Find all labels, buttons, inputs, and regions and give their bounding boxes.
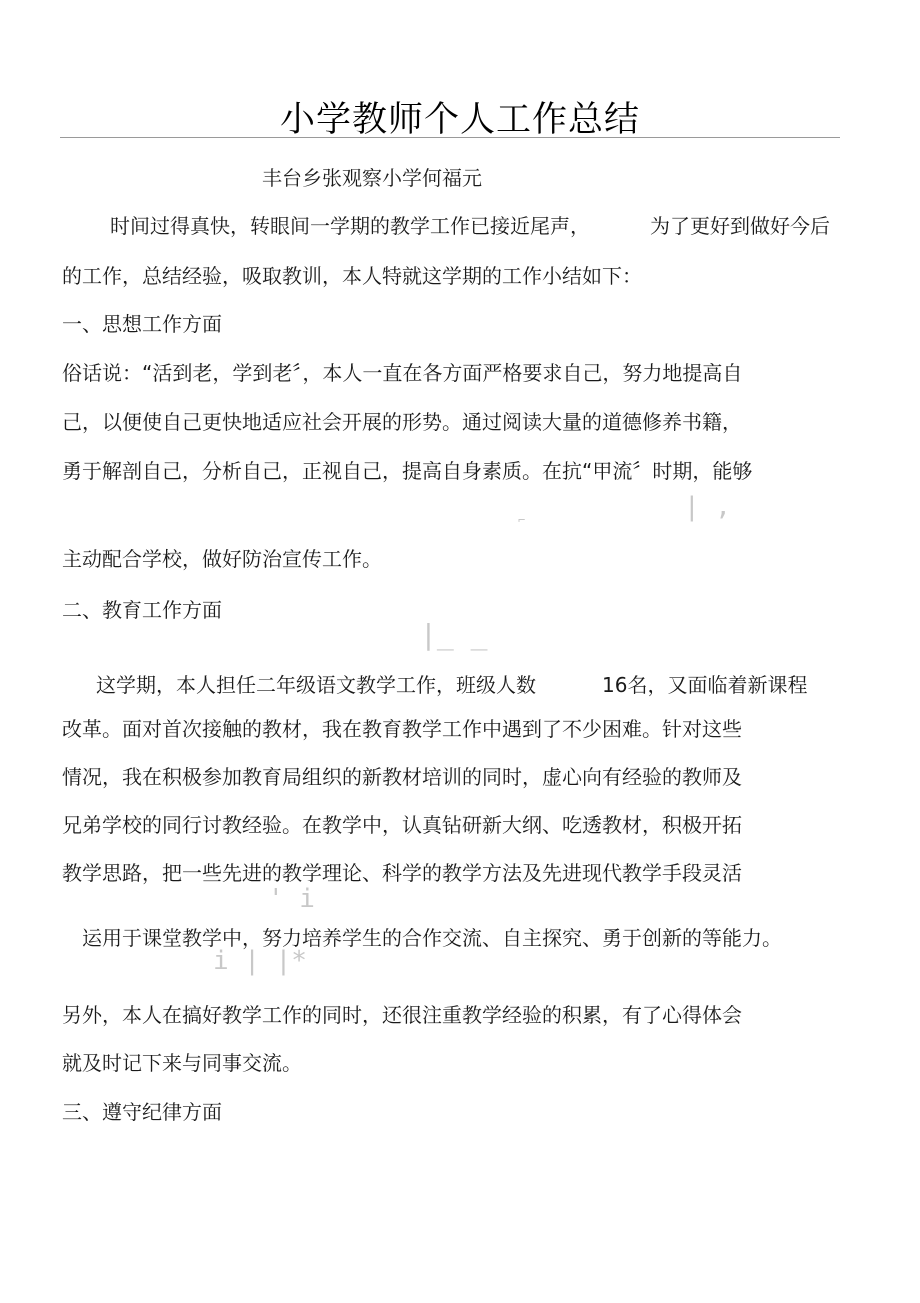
scan-artifact-mark: |_ _: [420, 618, 488, 651]
document-title: 小学教师个人工作总结: [279, 100, 640, 140]
scan-artifact-mark: ⌐: [518, 513, 526, 527]
scan-artifact-mark: | ,: [684, 492, 731, 522]
section-heading-discipline: 三、遵守纪律方面: [62, 1100, 222, 1124]
paragraph-line: 改革。面对首次接触的教材，我在教育教学工作中遇到了不少困难。针对这些: [62, 717, 742, 741]
section-heading-teaching: 二、教育工作方面: [62, 598, 222, 622]
paragraph-line: 主动配合学校，做好防治宣传工作。: [62, 547, 382, 571]
paragraph-line: 教学思路，把一些先进的教学理论、科学的教学方法及先进现代教学手段灵活: [62, 861, 742, 885]
author-line: 丰台乡张观察小学何福元: [262, 166, 482, 190]
paragraph-line: 16名，又面临着新课程: [602, 673, 808, 697]
intro-line-2: 的工作，总结经验，吸取教训，本人特就这学期的工作小结如下：: [62, 264, 642, 288]
paragraph-line: 运用于课堂教学中，努力培养学生的合作交流、自主探究、勇于创新的等能力。: [82, 926, 782, 950]
scan-artifact-mark: ' i: [268, 884, 315, 914]
paragraph-line: 兄弟学校的同行讨教经验。在教学中，认真钻研新大纲、吃透教材，积极开拓: [62, 813, 742, 837]
intro-line-1b: 为了更好到做好今后: [650, 214, 830, 238]
paragraph-line: 俗话说：“活到老，学到老〞，本人一直在各方面严格要求自己，努力地提高自: [62, 361, 743, 385]
paragraph-line: 这学期，本人担任二年级语文教学工作，班级人数: [96, 673, 536, 697]
title-underline: [60, 137, 840, 138]
paragraph-line: 情况，我在积极参加教育局组织的新教材培训的同时，虚心向有经验的教师及: [62, 765, 742, 789]
intro-line-1a: 时间过得真快，转眼间一学期的教学工作已接近尾声，: [110, 214, 590, 238]
scan-artifact-mark: i | |*: [213, 946, 307, 976]
paragraph-line: 勇于解剖自己，分析自己，正视自己，提高自身素质。在抗“甲流〞时期，能够: [62, 459, 753, 483]
section-heading-thought: 一、思想工作方面: [62, 312, 222, 336]
paragraph-line: 就及时记下来与同事交流。: [62, 1051, 302, 1075]
paragraph-line: 己，以便使自己更快地适应社会开展的形势。通过阅读大量的道德修养书籍，: [62, 410, 742, 434]
paragraph-line: 另外，本人在搞好教学工作的同时，还很注重教学经验的积累，有了心得体会: [62, 1003, 742, 1027]
